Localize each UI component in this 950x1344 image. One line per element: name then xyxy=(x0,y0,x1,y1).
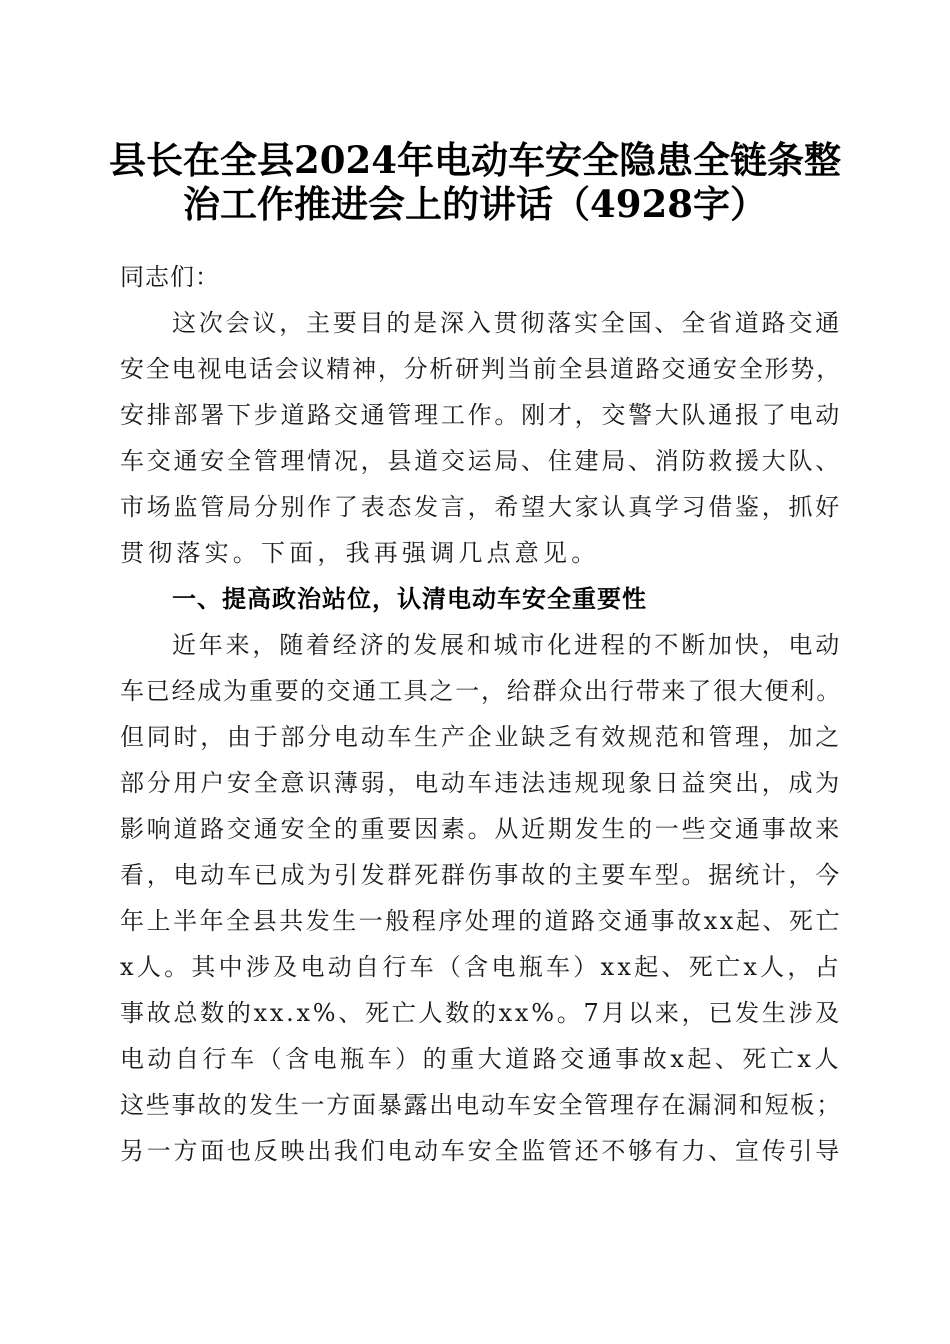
paragraph-line: 但同时，由于部分电动车生产企业缺乏有效规范和管理，加之 xyxy=(120,723,842,751)
paragraph-line: 影响道路交通安全的重要因素。从近期发生的一些交通事故来 xyxy=(120,815,842,843)
paragraph-line: 贯彻落实。下面，我再强调几点意见。 xyxy=(120,539,600,567)
salutation: 同志们： xyxy=(120,263,220,291)
paragraph-line: 这次会议，主要目的是深入贯彻落实全国、全省道路交通 xyxy=(172,309,842,337)
paragraph-line: 车交通安全管理情况，县道交运局、住建局、消防救援大队、 xyxy=(120,447,842,475)
paragraph-intro xyxy=(120,300,840,576)
paragraph-line: 另一方面也反映出我们电动车安全监管还不够有力、宣传引导 xyxy=(120,1137,842,1165)
paragraph-line: x人。其中涉及电动自行车（含电瓶车）xx起、死亡x人，占 xyxy=(120,953,842,981)
paragraph-line: 安全电视电话会议精神，分析研判当前全县道路交通安全形势， xyxy=(120,355,842,383)
paragraph-line: 年上半年全县共发生一般程序处理的道路交通事故xx起、死亡 xyxy=(120,907,842,935)
paragraph-line: 安排部署下步道路交通管理工作。刚才，交警大队通报了电动 xyxy=(120,401,842,429)
document-body xyxy=(120,254,840,1174)
paragraph-line: 车已经成为重要的交通工具之一，给群众出行带来了很大便利。 xyxy=(120,677,842,705)
paragraph-line: 看，电动车已成为引发群死群伤事故的主要车型。据统计，今 xyxy=(120,861,842,889)
title-line-2: 治工作推进会上的讲话（4928字） xyxy=(183,182,767,226)
paragraph-line: 电动自行车（含电瓶车）的重大道路交通事故x起、死亡x人 xyxy=(120,1045,842,1073)
document-title xyxy=(100,138,850,226)
title-line-1: 县长在全县2024年电动车安全隐患全链条整 xyxy=(109,138,841,182)
paragraph-section1 xyxy=(120,622,840,1174)
paragraph-line: 这些事故的发生一方面暴露出电动车安全管理存在漏洞和短板； xyxy=(120,1091,842,1119)
paragraph-line: 近年来，随着经济的发展和城市化进程的不断加快，电动 xyxy=(172,631,842,659)
section-heading: 一、提高政治站位，认清电动车安全重要性 xyxy=(172,585,647,613)
paragraph-line: 事故总数的xx.x%、死亡人数的xx%。7月以来，已发生涉及 xyxy=(120,999,842,1027)
paragraph-line: 市场监管局分别作了表态发言，希望大家认真学习借鉴，抓好 xyxy=(120,493,842,521)
paragraph-line: 部分用户安全意识薄弱，电动车违法违规现象日益突出，成为 xyxy=(120,769,842,797)
